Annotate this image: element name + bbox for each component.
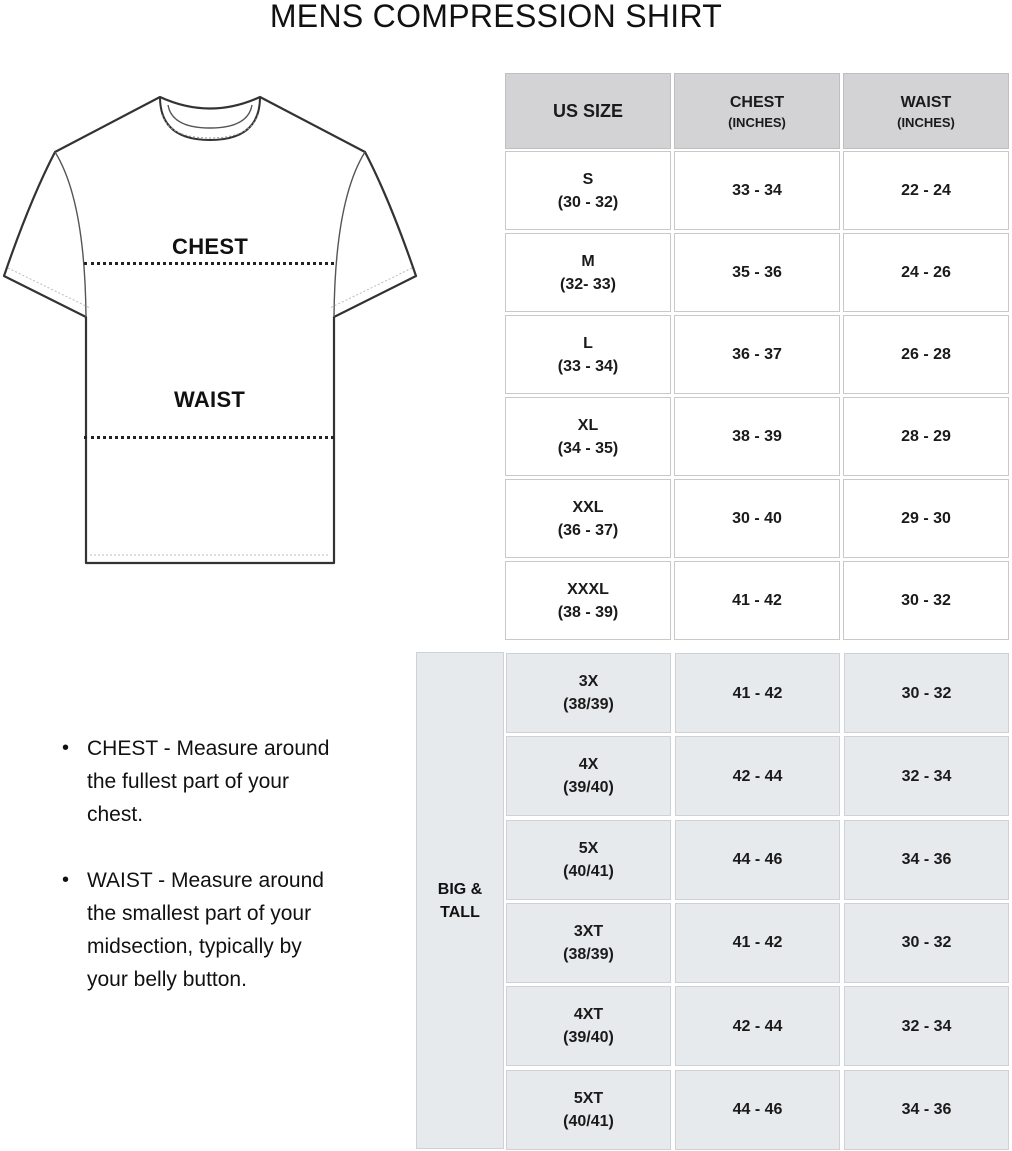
chest-cell [674, 233, 840, 312]
size-name: 3XT [573, 922, 604, 940]
chest-cell [674, 315, 840, 394]
chest-label: CHEST [172, 234, 249, 259]
chest-value: 42 - 44 [732, 1017, 783, 1035]
size-name: 5XT [573, 1089, 604, 1107]
chest-cell [675, 1070, 840, 1150]
chest-note: • CHEST - Measure around the fullest part of your chest. [62, 732, 332, 831]
waist-measure-line [84, 436, 334, 439]
chest-cell [675, 903, 840, 983]
waist-value: 30 - 32 [901, 934, 952, 952]
header-chest [674, 73, 840, 149]
size-cell [506, 1070, 671, 1150]
measurement-notes [62, 732, 332, 1029]
size-cell [505, 233, 671, 312]
size-cell [506, 820, 671, 900]
chest-value: 38 - 39 [732, 428, 782, 445]
waist-value: 26 - 28 [901, 346, 951, 363]
waist-cell [844, 903, 1009, 983]
chest-value: 41 - 42 [732, 684, 783, 702]
chest-cell [675, 986, 840, 1066]
header-chest-unit: (INCHES) [728, 114, 786, 130]
header-us-size-label: US SIZE [552, 100, 623, 121]
big-tall-label [416, 652, 504, 1149]
waist-label: WAIST [174, 387, 246, 412]
waist-value: 24 - 26 [901, 264, 951, 281]
chest-cell [675, 653, 840, 733]
size-name: 4X [578, 756, 599, 774]
page-title: MENS COMPRESSION SHIRT [269, 0, 723, 34]
shirt-diagram [0, 90, 420, 570]
size-range: (39/40) [563, 1029, 614, 1047]
chest-cell [674, 561, 840, 640]
size-name: XXL [572, 498, 604, 516]
waist-value: 29 - 30 [901, 510, 951, 527]
waist-cell [843, 397, 1009, 476]
waist-note: • WAIST - Measure around the smallest part of your midsection, typically by your belly button. [62, 864, 332, 996]
chest-value: 41 - 42 [732, 592, 782, 609]
chest-value: 33 - 34 [732, 182, 782, 199]
size-cell [505, 561, 671, 640]
waist-cell [844, 986, 1009, 1066]
chest-value: 35 - 36 [732, 264, 782, 281]
chest-cell [674, 397, 840, 476]
size-range: (33 - 34) [557, 357, 619, 375]
size-name: XXXL [567, 580, 609, 598]
big-tall-label-line1: BIG & [437, 880, 483, 898]
chest-measure-line [84, 262, 334, 265]
waist-cell [844, 820, 1009, 900]
size-range: (38/39) [563, 696, 614, 713]
size-range: (38 - 39) [557, 603, 619, 621]
waist-value: 22 - 24 [901, 182, 951, 199]
waist-value: 34 - 36 [901, 1101, 952, 1118]
size-range: (40/41) [563, 1112, 614, 1130]
waist-cell [843, 561, 1009, 640]
size-range: (40/41) [563, 862, 614, 880]
size-cell [506, 986, 671, 1066]
size-range: (36 - 37) [557, 521, 619, 539]
size-range: (38/39) [563, 945, 614, 963]
chest-value: 44 - 46 [732, 851, 783, 869]
waist-cell [843, 479, 1009, 558]
size-name: M [581, 252, 595, 270]
waist-cell [844, 736, 1009, 816]
waist-cell [844, 653, 1009, 733]
header-us-size [505, 73, 671, 149]
tshirt-icon [0, 90, 420, 570]
chest-value: 44 - 46 [732, 1101, 783, 1118]
size-name: L [583, 334, 593, 352]
waist-cell [844, 1070, 1009, 1150]
waist-value: 30 - 32 [901, 592, 951, 609]
size-range: (30 - 32) [557, 193, 619, 211]
size-name: 5X [578, 839, 599, 857]
big-tall-label-line2: TALL [440, 903, 480, 921]
size-name: 4XT [573, 1006, 604, 1024]
chest-value: 42 - 44 [732, 767, 783, 785]
header-waist-unit: (INCHES) [897, 114, 955, 130]
waist-value: 30 - 32 [901, 684, 952, 702]
header-chest-label: CHEST [729, 93, 785, 111]
size-name: XL [577, 416, 599, 434]
size-name: S [582, 170, 594, 188]
chest-cell [675, 736, 840, 816]
size-cell [506, 653, 671, 733]
waist-value: 34 - 36 [901, 851, 952, 869]
chest-cell [674, 151, 840, 230]
waist-cell [843, 233, 1009, 312]
size-cell [505, 397, 671, 476]
size-cell [506, 903, 671, 983]
header-waist [843, 73, 1009, 149]
header-waist-label: WAIST [900, 93, 952, 111]
size-range: (34 - 35) [557, 439, 619, 457]
chest-value: 30 - 40 [732, 510, 782, 527]
waist-cell [843, 151, 1009, 230]
waist-value: 28 - 29 [901, 428, 951, 445]
size-range: (32- 33) [559, 275, 617, 293]
waist-cell [843, 315, 1009, 394]
waist-value: 32 - 34 [901, 1017, 952, 1035]
size-cell [505, 315, 671, 394]
chest-cell [674, 479, 840, 558]
chest-value: 36 - 37 [732, 346, 782, 363]
waist-value: 32 - 34 [901, 767, 952, 785]
size-cell [505, 479, 671, 558]
size-range: (39/40) [563, 779, 614, 797]
size-cell [505, 151, 671, 230]
chest-cell [675, 820, 840, 900]
size-name: 3X [578, 673, 599, 690]
chest-value: 41 - 42 [732, 934, 783, 952]
size-cell [506, 736, 671, 816]
